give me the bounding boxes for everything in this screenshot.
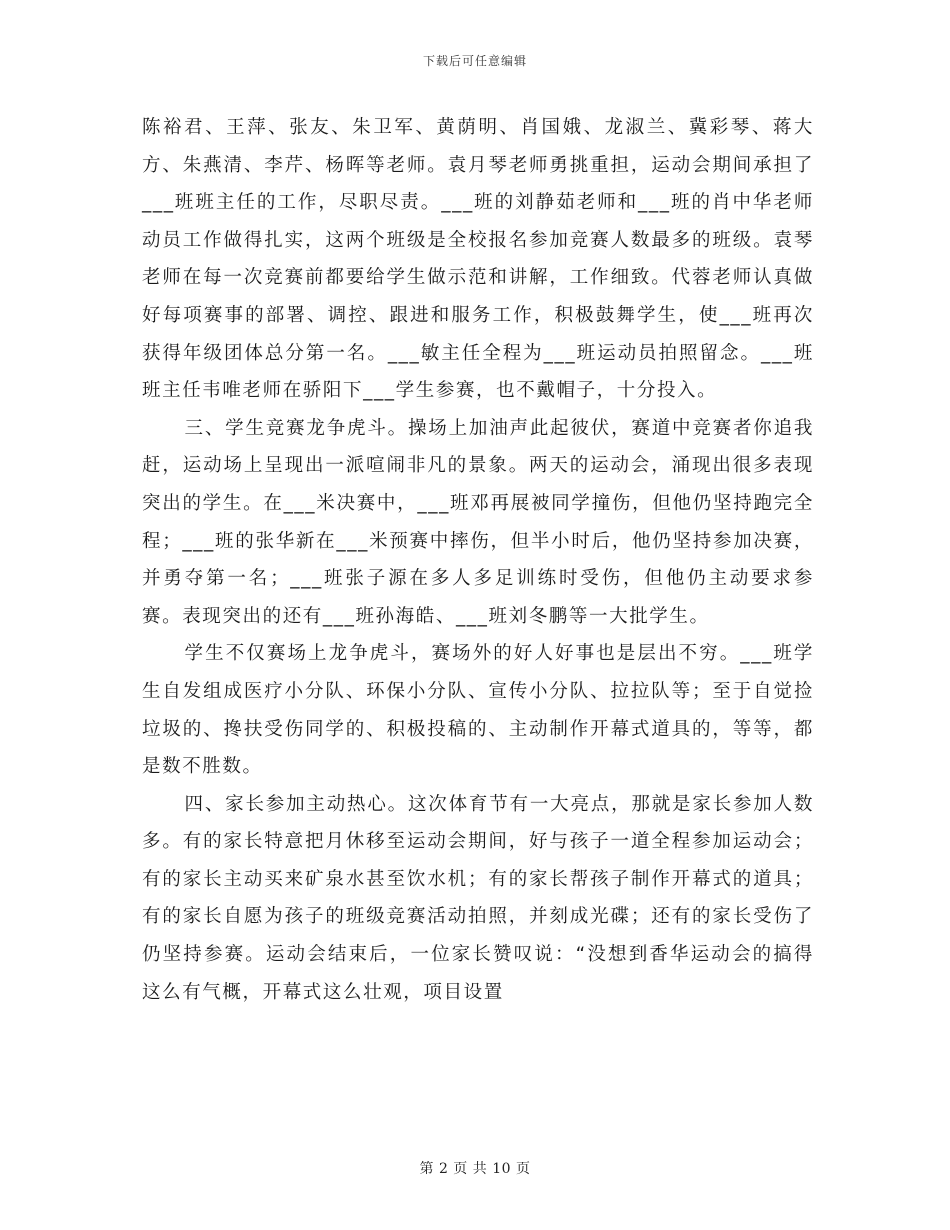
page-number-footer: 第 2 页 共 10 页 [419, 1161, 531, 1177]
document-body [142, 109, 814, 1011]
body-paragraph-students-competition: 三、学生竞赛龙争虎斗。操场上加油声此起彼伏，赛道中竞赛者你追我赶，运动场上呈现出一派喧闹非凡的景象。两天的运动会，涌现出很多表现突出的学生。在___米决赛中，___班邓再展被同学撞伤，但他仍坚持跑完全程；___班的张华新在___米预赛中摔伤，但半小时后，他仍坚持参加决赛，并勇夺第一名；___班张子源在多人多足训练时受伤，但他仍主动要求参赛。表现突出的还有___班孙海皓、___班刘冬鹏等一大批学生。 [142, 417, 814, 627]
body-paragraph-parents: 四、家长参加主动热心。这次体育节有一大亮点，那就是家长参加人数多。有的家长特意把月休移至运动会期间，好与孩子一道全程参加运动会；有的家长主动买来矿泉水甚至饮水机；有的家长帮孩子制作开幕式的道具；有的家长自愿为孩子的班级竞赛活动拍照，并刻成光碟；还有的家长受伤了仍坚持参赛。运动会结束后，一位家长赞叹说：“没想到香华运动会的搞得这么有气概，开幕式这么壮观，项目设置 [142, 793, 814, 1003]
body-paragraph-continuation: 陈裕君、王萍、张友、朱卫军、黄荫明、肖国娥、龙淑兰、冀彩琴、蒋大方、朱燕清、李芹、杨晖等老师。袁月琴老师勇挑重担，运动会期间承担了___班班主任的工作，尽职尽责。___班的刘静茹老师和___班的肖中华老师动员工作做得扎实，这两个班级是全校报名参加竞赛人数最多的班级。袁琴老师在每一次竞赛前都要给学生做示范和讲解，工作细致。代蓉老师认真做好每项赛事的部署、调控、跟进和服务工作，积极鼓舞学生，使___班再次获得年级团体总分第一名。___敏主任全程为___班运动员拍照留念。___班班主任韦唯老师在骄阳下___学生参赛，也不戴帽子，十分投入。 [142, 117, 814, 402]
body-paragraph-good-deeds: 学生不仅赛场上龙争虎斗，赛场外的好人好事也是层出不穷。___班学生自发组成医疗小分队、环保小分队、宣传小分队、拉拉队等；至于自觉捡垃圾的、搀扶受伤同学的、积极投稿的、主动制作开幕式道具的，等等，都是数不胜数。 [142, 643, 814, 778]
page-header-note: 下载后可任意编辑 [422, 54, 527, 68]
